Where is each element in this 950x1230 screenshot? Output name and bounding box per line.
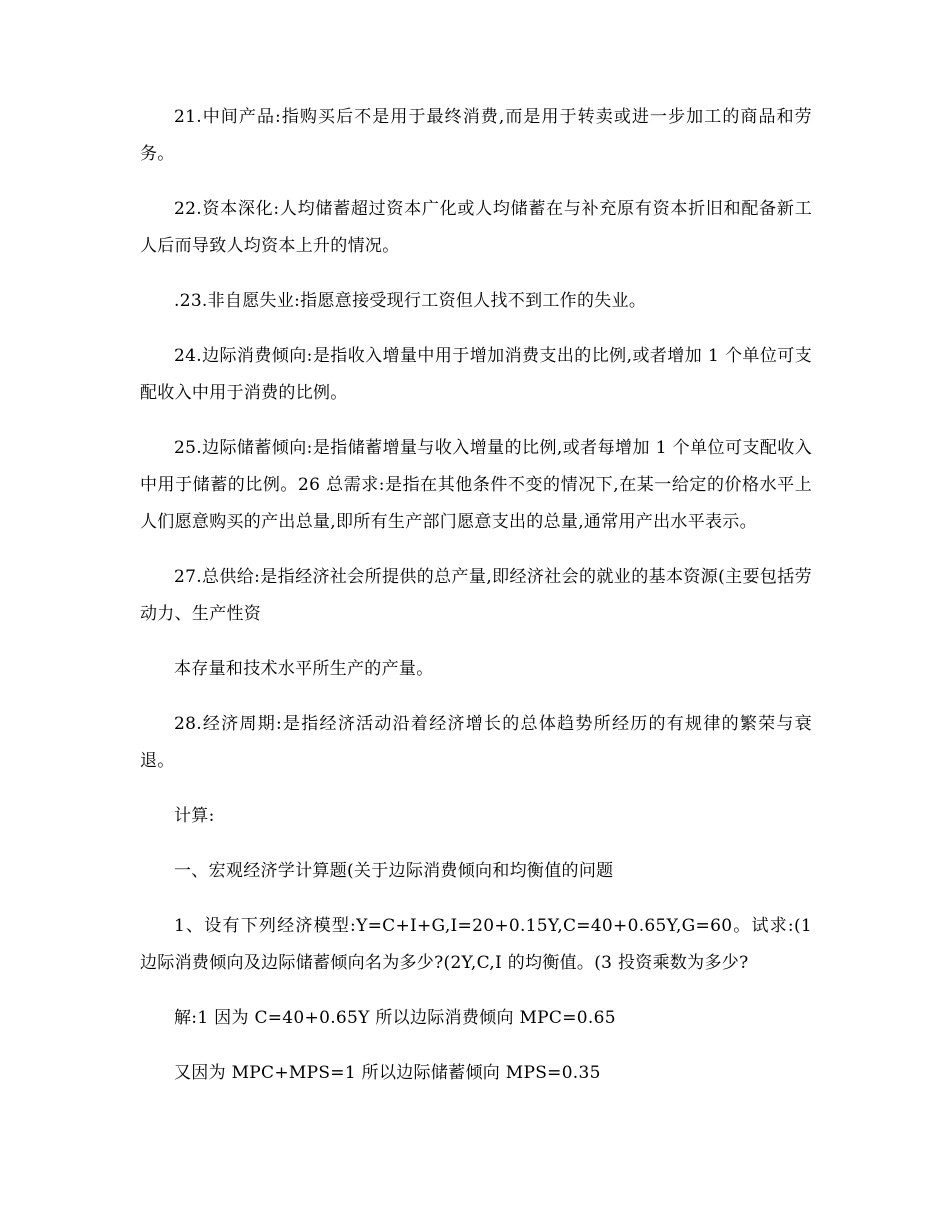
solution-line-1: 解:1 因为 C=40+0.65Y 所以边际消费倾向 MPC=0.65 — [174, 1008, 616, 1028]
document-body — [140, 99, 812, 1110]
section-label-calculation: 计算: — [174, 806, 215, 826]
paragraph-21-intermediate-goods: 21.中间产品:指购买后不是用于最终消费,而是用于转卖或进一步加工的商品和劳务。 — [140, 107, 812, 164]
solution-line-2: 又因为 MPC+MPS=1 所以边际储蓄倾向 MPS=0.35 — [174, 1063, 601, 1083]
paragraph-24-mpc: 24.边际消费倾向:是指收入增量中用于增加消费支出的比例,或者增加 1 个单位可支配收入中用于消费的比例。 — [140, 346, 812, 403]
paragraph-25-mps-26-aggregate-demand: 25.边际储蓄倾向:是指储蓄增量与收入增量的比例,或者每增加 1 个单位可支配收入中用于储蓄的比例。26 总需求:是指在其他条件不变的情况下,在某一给定的价格水平上人们愿意购买的产出总量,即所有生产部门愿意支出的总量,通常用产出水平表示。 — [140, 438, 812, 532]
paragraph-22-capital-deepening: 22.资本深化:人均储蓄超过资本广化或人均储蓄在与补充原有资本折旧和配备新工人后而导致人均资本上升的情况。 — [140, 199, 812, 256]
paragraph-27-aggregate-supply: 27.总供给:是指经济社会所提供的总产量,即经济社会的就业的基本资源(主要包括劳动力、生产性资 — [140, 567, 812, 624]
paragraph-23-involuntary-unemployment: .23.非自愿失业:指愿意接受现行工资但人找不到工作的失业。 — [174, 291, 647, 311]
paragraph-27-continuation: 本存量和技术水平所生产的产量。 — [174, 659, 434, 679]
question-1: 1、设有下列经济模型:Y=C+I+G,I=20+0.15Y,C=40+0.65Y,G=60。试求:(1 边际消费倾向及边际储蓄倾向名为多少?(2Y,C,I 的均衡值。(3 投资乘数为多少? — [140, 916, 812, 973]
paragraph-28-business-cycle: 28.经济周期:是指经济活动沿着经济增长的总体趋势所经历的有规律的繁荣与衰退。 — [140, 714, 812, 771]
section-heading-macro-calculation: 一、宏观经济学计算题(关于边际消费倾向和均衡值的问题 — [174, 861, 614, 881]
